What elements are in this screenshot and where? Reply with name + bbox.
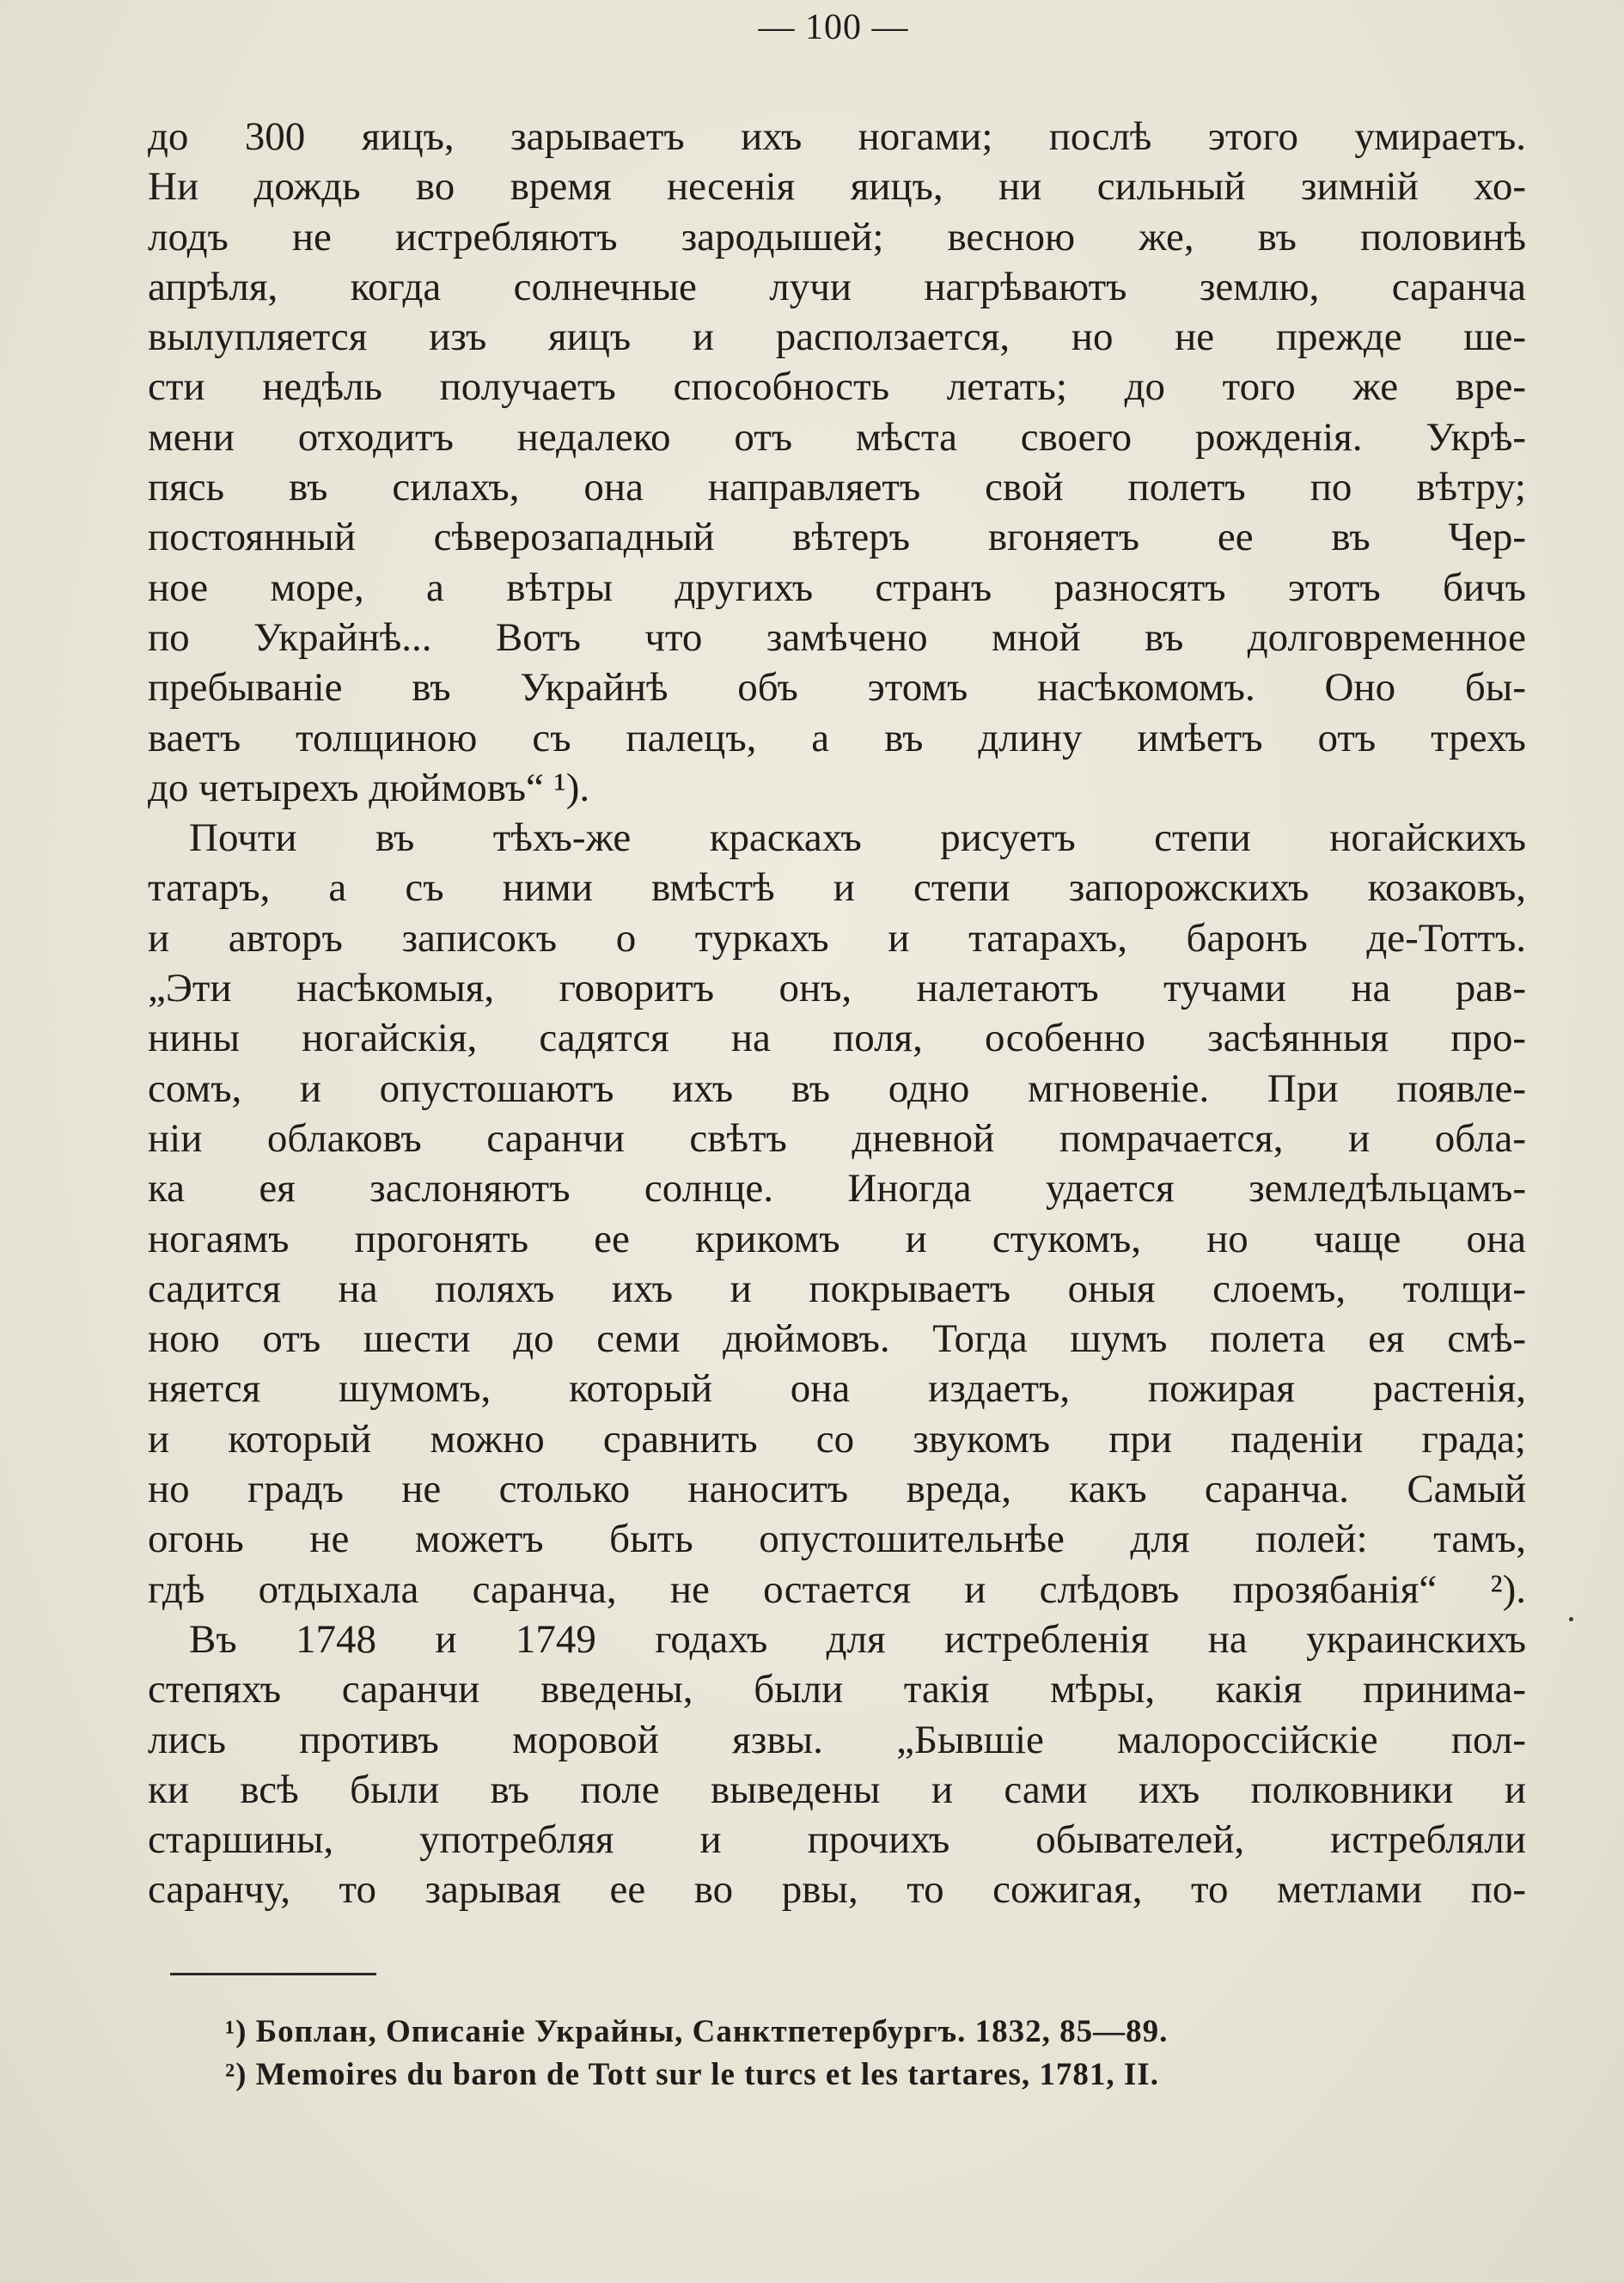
- text-line: ніи облаковъ саранчи свѣтъ дневной помрачается, и обла-: [148, 1115, 1526, 1161]
- text-line: няется шумомъ, который она издаетъ, пожирая растенія,: [148, 1366, 1526, 1412]
- text-line: степяхъ саранчи введены, были такія мѣры, какія принима-: [148, 1667, 1526, 1712]
- text-line: вылупляется изъ яицъ и расползается, но не прежде ше-: [148, 314, 1526, 360]
- text-line: ногаямъ прогонять ее крикомъ и стукомъ, но чаще она: [148, 1216, 1526, 1261]
- text-line: „Эти насѣкомыя, говоритъ онъ, налетаютъ тучами на рав-: [148, 966, 1526, 1011]
- text-line: сомъ, и опустошаютъ ихъ въ одно мгновеніе. При появле-: [148, 1065, 1526, 1111]
- footnotes: [225, 2011, 1428, 2097]
- text-line: до четырехъ дюймовъ“ ¹).: [148, 765, 590, 810]
- text-line: апрѣля, когда солнечные лучи нагрѣваютъ землю, саранча: [148, 264, 1526, 309]
- footnote: [225, 2054, 1428, 2097]
- footnote-mark: ¹): [225, 2014, 247, 2049]
- print-speck: [1569, 1617, 1573, 1621]
- text-line: Ни дождь во время несенія яицъ, ни сильный зимній хо-: [148, 164, 1526, 210]
- text-line: гдѣ отдыхала саранча, не остается и слѣдовъ прозябанія“ ²).: [148, 1566, 1526, 1612]
- text-line: ною отъ шести до семи дюймовъ. Тогда шумъ полета ея смѣ-: [148, 1316, 1526, 1362]
- text-line: саранчу, то зарывая ее во рвы, то сожигая, то метлами по-: [148, 1867, 1526, 1913]
- text-line: ки всѣ были въ поле выведены и сами ихъ полковники и: [148, 1767, 1526, 1812]
- footnote-separator: [170, 1973, 376, 1975]
- text-line: татаръ, а съ ними вмѣстѣ и степи запорожскихъ козаковъ,: [148, 865, 1526, 911]
- text-line: ка ея заслоняютъ солнце. Иногда удается земледѣльцамъ-: [148, 1166, 1526, 1212]
- text-line: лись противъ моровой язвы. „Бывшіе малороссійскіе пол-: [148, 1717, 1526, 1762]
- text-line: нины ногайскія, садятся на поля, особенно засѣянныя про-: [148, 1016, 1526, 1061]
- text-line: лодъ не истребляютъ зародышей; весною же, въ половинѣ: [148, 214, 1526, 259]
- text-line: мени отходитъ недалеко отъ мѣста своего рожденія. Укрѣ-: [148, 414, 1526, 460]
- footnote: [225, 2011, 1428, 2054]
- footnote-text: Memoires du baron de Tott sur le turcs et les tartares, 1781, II.: [255, 2057, 1159, 2092]
- text-line: старшины, употребляя и прочихъ обывателей, истребляли: [148, 1817, 1526, 1863]
- text-line: ное море, а вѣтры другихъ странъ разносятъ этотъ бичъ: [148, 565, 1526, 610]
- text-line: Въ 1748 и 1749 годахъ для истребленія на украинскихъ: [189, 1616, 1526, 1662]
- text-line: Почти въ тѣхъ-же краскахъ рисуетъ степи ногайскихъ: [189, 815, 1526, 861]
- text-line: и который можно сравнить со звукомъ при паденіи града;: [148, 1416, 1526, 1462]
- footnote-mark: ²): [225, 2057, 247, 2092]
- text-line: садится на поляхъ ихъ и покрываетъ оныя слоемъ, толщи-: [148, 1266, 1526, 1311]
- body-text: [148, 112, 1526, 1915]
- text-line: огонь не можетъ быть опустошительнѣе для полей: тамъ,: [148, 1517, 1526, 1562]
- text-line: ваетъ толщиною съ палецъ, а въ длину имѣетъ отъ трехъ: [148, 715, 1526, 760]
- text-line: пребываніе въ Украйнѣ объ этомъ насѣкомомъ. Оно бы-: [148, 665, 1526, 711]
- text-line: постоянный сѣверозападный вѣтеръ вгоняетъ ее въ Чер-: [148, 515, 1526, 560]
- footnote-text: Боплан, Описаніе Украйны, Санктпетербургъ. 1832, 85—89.: [255, 2014, 1169, 2049]
- text-line: по Украйнѣ... Вотъ что замѣчено мной въ долговременное: [148, 614, 1526, 660]
- text-line: пясь въ силахъ, она направляетъ свой полетъ по вѣтру;: [148, 465, 1526, 510]
- text-line: до 300 яицъ, зарываетъ ихъ ногами; послѣ этого умираетъ.: [148, 114, 1526, 159]
- text-line: и авторъ записокъ о туркахъ и татарахъ, баронъ де-Тоттъ.: [148, 915, 1526, 961]
- text-line: сти недѣль получаетъ способность летать; до того же вре-: [148, 364, 1526, 410]
- page-number: — 100 —: [758, 8, 909, 47]
- text-line: но градъ не столько наноситъ вреда, какъ саранча. Самый: [148, 1467, 1526, 1512]
